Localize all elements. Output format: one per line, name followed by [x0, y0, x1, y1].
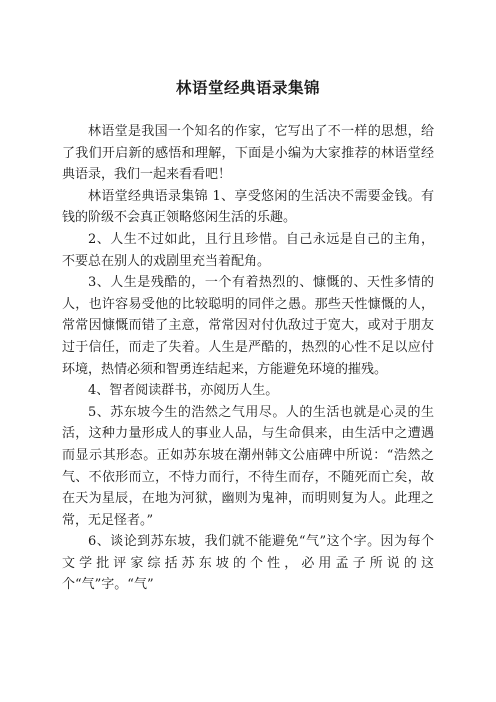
document-title: 林语堂经典语录集锦: [175, 79, 320, 97]
quote-2-paragraph: 2、人生不过如此，且行且珍惜。自己永远是自己的主角，不要总在别人的戏剧里充当着配角。: [62, 231, 434, 269]
quote-6-paragraph: 6、谈论到苏东坡，我们就不能避免“气”这个字。因为每个文学批评家综括苏东坡的个性，必用孟子所说的这个“气”字。“气”: [62, 534, 434, 593]
document-body: [62, 121, 434, 596]
quote-3-paragraph: 3、人生是残酷的，一个有着热烈的、慷慨的、天性多情的人，也许容易受他的比较聪明的同伴之愚。那些天性慷慨的人，常常因慷慨而错了主意，常常因对付仇敌过于宽大，或对于朋友过于信任，而走了失着。人生是严酷的，热烈的心性不足以应付环境，热情必须和智勇连结起来，方能避免环境的摧残。: [62, 275, 434, 377]
quote-4-paragraph: 4、智者阅读群书，亦阅历人生。: [88, 383, 279, 399]
intro-paragraph: 林语堂是我国一个知名的作家，它写出了不一样的思想，给了我们开启新的感悟和理解，下面是小编为大家推荐的林语堂经典语录，我们一起来看看吧！: [62, 124, 434, 183]
quote-5-paragraph: 5、苏东坡今生的浩然之气用尽。人的生活也就是心灵的生活，这种力量形成人的事业人品，与生命俱来，由生活中之遭遇而显示其形态。正如苏东坡在潮州韩文公庙碑中所说：“浩然之气、不依形而立，不恃力而行，不待生而存，不随死而亡矣，故在天为星辰，在地为河狱，幽则为鬼神，而明则复为人。此理之常，无足怪者。”: [62, 404, 434, 528]
quote-1-paragraph: 林语堂经典语录集锦 1、享受悠闲的生活决不需要金钱。有钱的阶级不会真正领略悠闲生活的乐趣。: [62, 188, 434, 226]
